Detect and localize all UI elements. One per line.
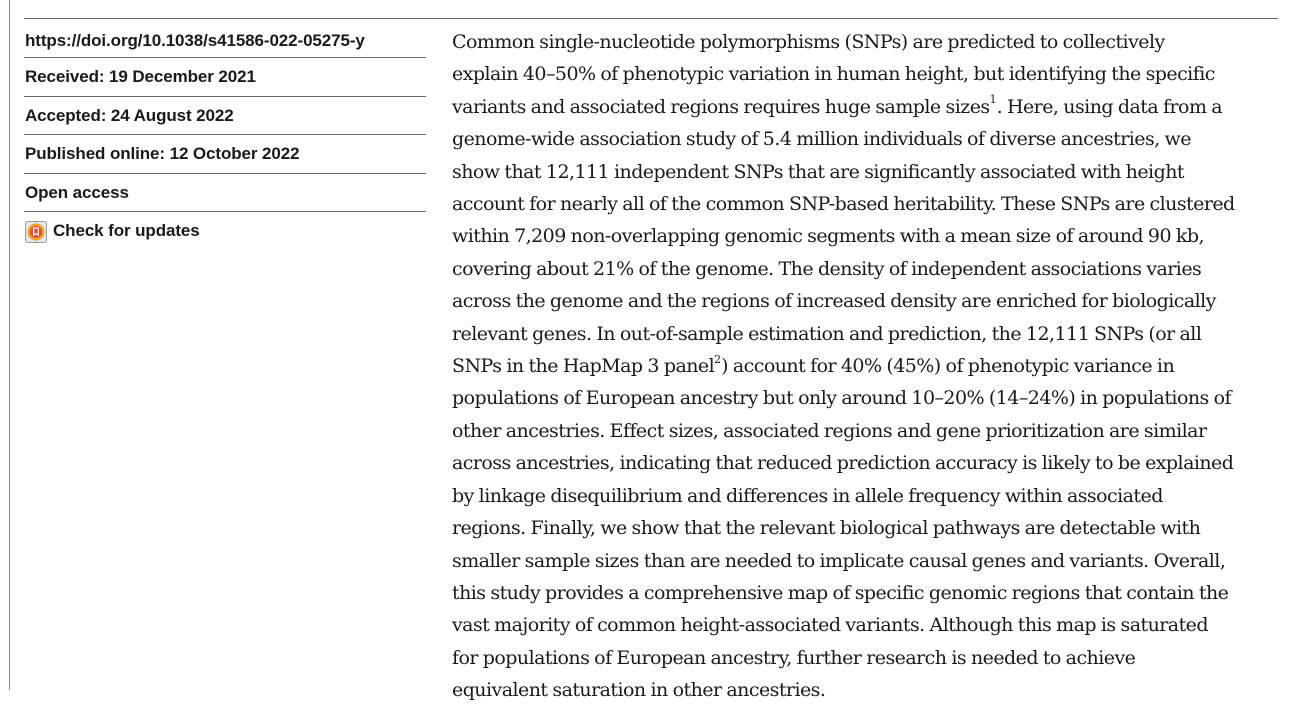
- reference-2-link[interactable]: 2: [714, 352, 722, 366]
- abstract-line: vast majority of common height-associated variants. Although this map is saturated: [452, 614, 1208, 637]
- reference-1-link[interactable]: 1: [989, 93, 997, 107]
- abstract-line: equivalent saturation in other ancestries.: [452, 679, 826, 702]
- check-for-updates-label: Check for updates: [53, 221, 200, 241]
- top-divider: [24, 18, 1278, 19]
- abstract-line-part: variants and associated regions requires huge sample sizes: [452, 95, 990, 118]
- abstract-line: smaller sample sizes than are needed to implicate causal genes and variants. Overall,: [452, 549, 1226, 572]
- abstract-text: [452, 26, 1298, 707]
- abstract-line-part: ) account for 40% (45%) of phenotypic variance in: [721, 355, 1175, 378]
- page-left-border: [9, 0, 10, 690]
- abstract-line: covering about 21% of the genome. The density of independent associations varies: [452, 257, 1202, 280]
- abstract-line: relevant genes. In out-of-sample estimation and prediction, the 12,111 SNPs (or all: [452, 322, 1202, 345]
- accepted-date: Accepted: 24 August 2022: [24, 97, 426, 136]
- open-access-label: Open access: [24, 174, 426, 213]
- abstract-line: within 7,209 non-overlapping genomic segments with a mean size of around 90 kb,: [452, 225, 1204, 248]
- abstract-line: explain 40–50% of phenotypic variation in human height, but identifying the specific: [452, 63, 1215, 86]
- abstract-line: this study provides a comprehensive map of specific genomic regions that contain the: [452, 581, 1229, 604]
- article-metadata: [24, 24, 426, 251]
- abstract-line: regions. Finally, we show that the relevant biological pathways are detectable with: [452, 517, 1201, 540]
- check-for-updates-button[interactable]: [24, 212, 426, 251]
- abstract-line: genome-wide association study of 5.4 million individuals of diverse ancestries, we: [452, 128, 1191, 151]
- published-date: Published online: 12 October 2022: [24, 135, 426, 174]
- abstract-line: populations of European ancestry but only around 10–20% (14–24%) in populations of: [452, 387, 1231, 410]
- abstract-line: account for nearly all of the common SNP-based heritability. These SNPs are clustered: [452, 193, 1235, 216]
- abstract-line-part: SNPs in the HapMap 3 panel: [452, 355, 715, 378]
- abstract-line: across the genome and the regions of increased density are enriched for biologically: [452, 290, 1216, 313]
- abstract-line: [452, 91, 1298, 123]
- abstract-line: across ancestries, indicating that reduced prediction accuracy is likely to be explained: [452, 452, 1234, 475]
- abstract-line: by linkage disequilibrium and differences in allele frequency within associated: [452, 484, 1163, 507]
- abstract-line: for populations of European ancestry, further research is needed to achieve: [452, 646, 1136, 669]
- doi-link[interactable]: https://doi.org/10.1038/s41586-022-05275-y: [24, 24, 426, 58]
- received-date: Received: 19 December 2021: [24, 58, 426, 97]
- abstract-line: other ancestries. Effect sizes, associated regions and gene prioritization are similar: [452, 419, 1207, 442]
- abstract-line: Common single-nucleotide polymorphisms (SNPs) are predicted to collectively: [452, 31, 1165, 53]
- abstract-line-part: . Here, using data from a: [996, 95, 1223, 118]
- abstract-line: [452, 350, 1298, 382]
- crossmark-icon: [25, 221, 47, 243]
- abstract-line: show that 12,111 independent SNPs that are significantly associated with height: [452, 160, 1184, 183]
